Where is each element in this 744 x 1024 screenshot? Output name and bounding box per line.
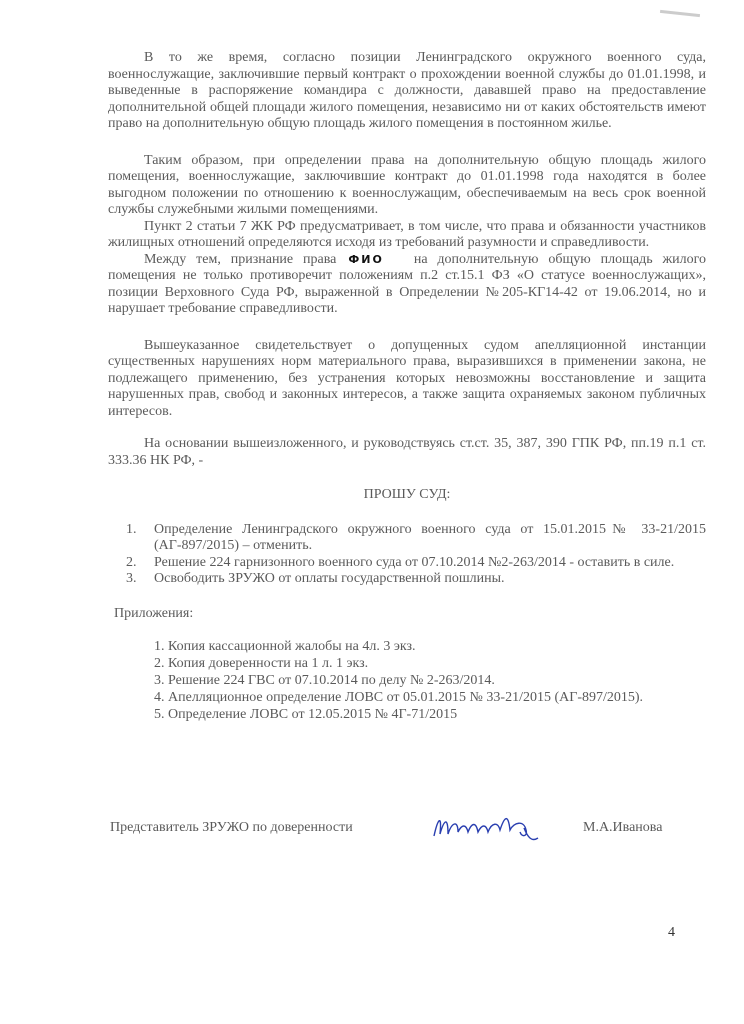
paragraph-court-position: В то же время, согласно позиции Ленинградского окружного военного суда, военнослужащие, заключившие первый контракт о прохождении военной службы до 01.01.1998, и выведенные в распоряжение командира с должности, дававшей право на предоставление дополнительной общей площади жилого помещения, независимо ни от каких обстоятельств имеют право на дополнительную общую площадь жилого помещения в постоянном жилье. xyxy=(108,50,706,131)
scan-mark xyxy=(660,10,700,17)
request-item: 3. Освободить ЗРУЖО от оплаты государственной пошлины. xyxy=(126,571,505,586)
request-item: 1. Определение Ленинградского окружного военного суда от 15.01.2015№ 33-21/2015 (АГ-897/2015) – отменить. xyxy=(126,521,706,553)
paragraph-basis: На основании вышеизложенного, и руководствуясь ст.ст. 35, 387, 390 ГПК РФ, пп.19 п.1 ст. 333.36 НК РФ, - xyxy=(108,436,706,468)
paragraph-violations: Вышеуказанное свидетельствует о допущенных судом апелляционной инстанции существенных нарушениях норм материального права, выразившихся в применении закона, не подлежащего применению, без устранения которых невозможны восстановление и защита нарушенных прав, свобод и законных интересов, а также защита охраняемых законом публичных интересов. xyxy=(108,337,706,419)
signatory-role: Представитель ЗРУЖО по доверенности xyxy=(110,820,353,835)
paragraph-conclusion: Таким образом, при определении права на дополнительную общую площадь жилого помещения, военнослужащие, заключившие контракт до 01.01.1998 года находятся в более выгодном положении по отношению к военнослужащим, обеспечиваемым на весь срок военной службы служебными жилыми помещениями. xyxy=(108,152,706,217)
handwritten-signature xyxy=(428,808,548,844)
request-list xyxy=(108,522,706,588)
signatory-name: М.А.Иванова xyxy=(583,820,663,835)
fio-before: Между тем, признание права xyxy=(144,251,337,267)
paragraph-fio xyxy=(108,252,706,318)
attachment-item: 2. Копия доверенности на 1 л. 1 экз. xyxy=(154,656,369,671)
document-body xyxy=(108,50,706,723)
attachment-item: 3. Решение 224 ГВС от 07.10.2014 по делу № 2-263/2014. xyxy=(154,673,495,688)
fio-placeholder: ФИО xyxy=(348,252,384,266)
page-number: 4 xyxy=(668,925,675,940)
paragraph-housing-code: Пункт 2 статьи 7 ЖК РФ предусматривает, в том числе, что права и обязанности участников жилищных отношений определяются исходя из требований разумности и справедливости. xyxy=(108,218,706,250)
request-item: 2. Решение 224 гарнизонного военного суда от 07.10.2014 №2-263/2014 - оставить в силе. xyxy=(126,554,675,570)
attachments-list xyxy=(154,638,706,723)
request-heading: ПРОШУ СУД: xyxy=(363,487,451,502)
fio-after: на дополнительную общую площадь жилого помещения не только противоречит положениям п.2 ст.15.1 ФЗ «О статусе военнослужащих», позиции Верховного Суда РФ, выраженной в Определении №205-КГ14-42 от 19.06.2014, но и нарушает требование справедливости. xyxy=(108,251,707,316)
attachments-heading: Приложения: xyxy=(114,605,194,621)
attachment-item: 5. Определение ЛОВС от 12.05.2015 № 4Г-71/2015 xyxy=(154,707,458,722)
attachment-item: 4. Апелляционное определение ЛОВС от 05.01.2015 № 33-21/2015 (АГ-897/2015). xyxy=(154,690,644,705)
attachment-item: 1. Копия кассационной жалобы на 4л. 3 экз. xyxy=(154,639,416,654)
